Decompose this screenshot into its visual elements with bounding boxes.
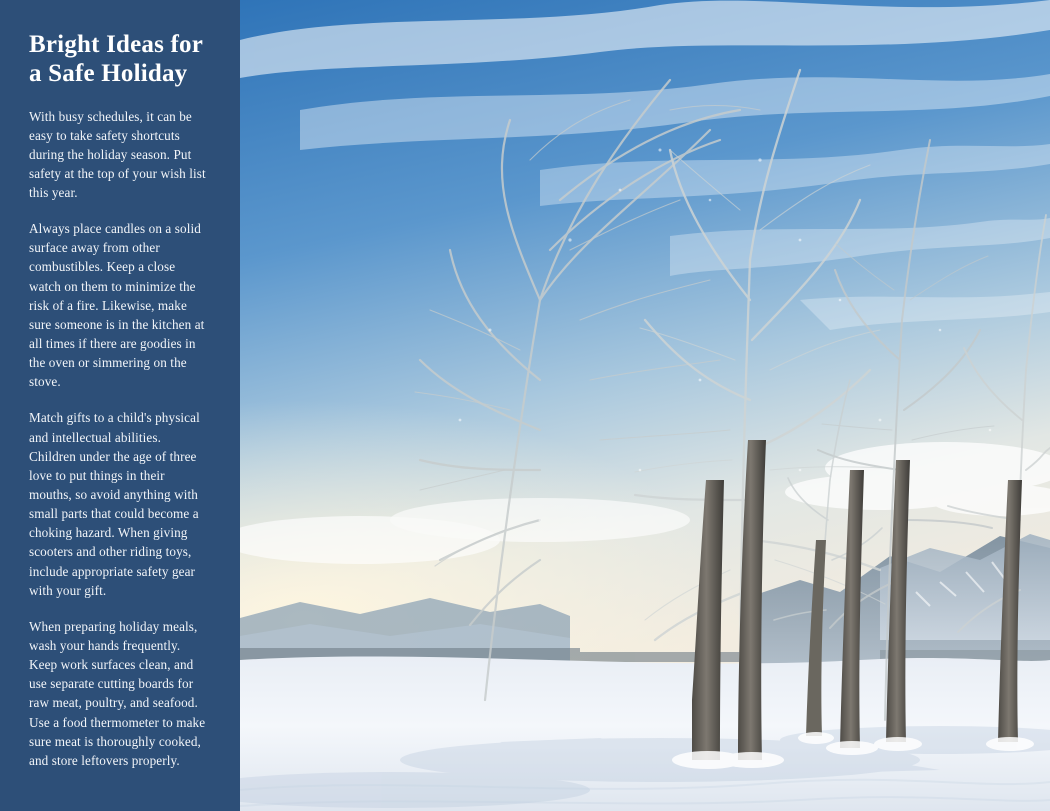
article-sidebar: [0, 0, 240, 811]
article-paragraph: Match gifts to a child's physical and intellectual abilities. Children under the age of three love to put things in their mouths, so avoid anything with small parts that could become a choking hazard. When giving scooters and other riding toys, include appropriate safety gear with your gift.: [29, 410, 200, 598]
page-title: Bright Ideas for a Safe Holiday: [29, 31, 203, 88]
article-paragraph: With busy schedules, it can be easy to take safety shortcuts during the holiday season. Put safety at the top of your wish list this year.: [29, 108, 206, 201]
photo-illustration: [240, 0, 1050, 811]
article-paragraph: When preparing holiday meals, wash your hands frequently. Keep work surfaces clean, and use separate cutting boards for raw meat, poultry, and seafood. Use a food thermometer to make sure meat is thoroughly cooked, and store leftovers properly.: [29, 618, 206, 768]
article-body: [29, 107, 207, 771]
article-paragraph: Always place candles on a solid surface away from other combustibles. Keep a close watch on them to minimize the risk of a fire. Likewise, make sure someone is in the kitchen at all times if there are goodies in the oven or simmering on the stove.: [29, 221, 205, 390]
winter-landscape-photo: [240, 0, 1050, 811]
